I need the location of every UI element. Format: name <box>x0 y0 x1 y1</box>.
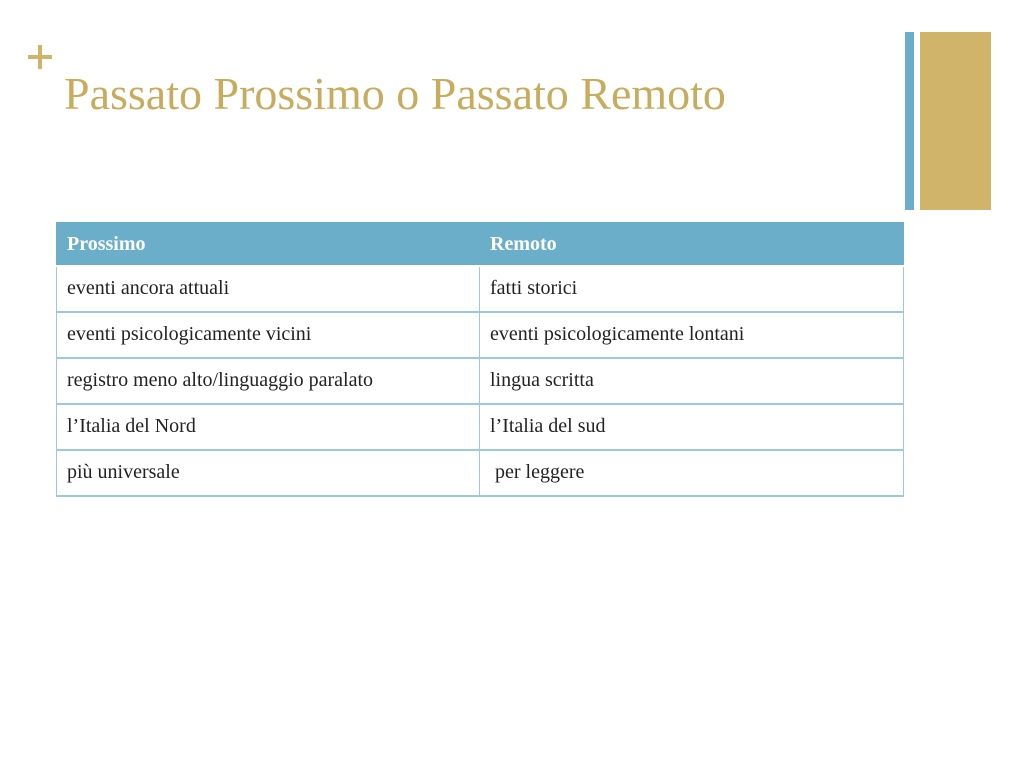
table-row <box>57 266 904 312</box>
cell-prossimo: registro meno alto/linguaggio paralato <box>57 358 480 404</box>
table-row <box>57 312 904 358</box>
cell-prossimo: eventi psicologicamente vicini <box>57 312 480 358</box>
table-header-row <box>57 223 904 267</box>
cell-remoto: l’Italia del sud <box>480 404 904 450</box>
accent-bar-blue <box>905 32 914 210</box>
cell-prossimo: l’Italia del Nord <box>57 404 480 450</box>
slide-title: Passato Prossimo o Passato Remoto <box>64 68 726 119</box>
comparison-table <box>56 222 904 497</box>
cell-remoto: lingua scritta <box>480 358 904 404</box>
cell-prossimo: eventi ancora attuali <box>57 266 480 312</box>
cell-remoto: fatti storici <box>480 266 904 312</box>
table-row <box>57 450 904 496</box>
header-remoto: Remoto <box>480 223 904 267</box>
cell-prossimo: più universale <box>57 450 480 496</box>
cell-remoto: per leggere <box>480 450 904 496</box>
header-prossimo: Prossimo <box>57 223 480 267</box>
table-row <box>57 404 904 450</box>
table-row <box>57 358 904 404</box>
accent-block-gold <box>920 32 991 210</box>
plus-icon <box>27 44 53 70</box>
cell-remoto: eventi psicologicamente lontani <box>480 312 904 358</box>
